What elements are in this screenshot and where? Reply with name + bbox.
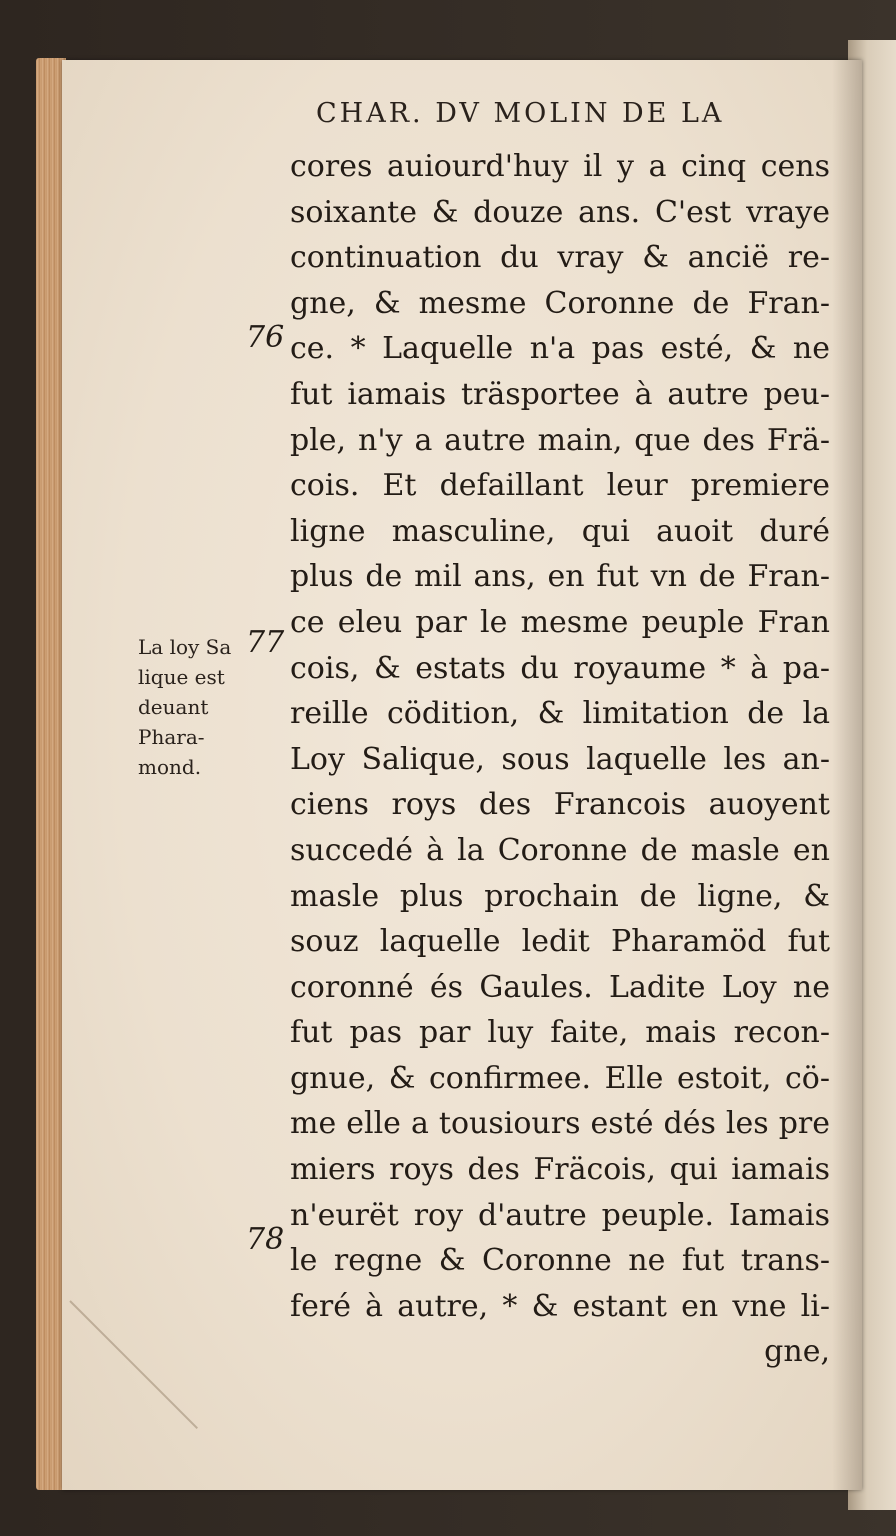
text-line: soixante & douze ans. C'est vraye	[290, 194, 830, 230]
text-line: ple, n'y a autre main, que des Frä-	[290, 422, 830, 458]
text-line: cois. Et defaillant leur premiere	[290, 468, 830, 504]
text-line: me elle a tousiours esté dés les pre	[290, 1106, 830, 1142]
line-number-78: 78	[246, 1222, 285, 1257]
text-line: ciens roys des Francois auoyent	[290, 787, 830, 823]
line-number-76: 76	[246, 320, 285, 355]
text-line: miers roys des Fräcois, qui iamais	[290, 1152, 830, 1188]
text-line: ce. * Laquelle n'a pas esté, & ne	[290, 331, 830, 367]
gutter-shadow	[832, 60, 862, 1490]
text-line: cois, & estats du royaume * à pa-	[290, 650, 830, 686]
text-line: ce eleu par le mesme peuple Fran	[290, 604, 830, 640]
text-line: fut iamais träsportee à autre peu-	[290, 376, 830, 412]
text-line: feré à autre, * & estant en vne li-	[290, 1288, 830, 1324]
text-line: le regne & Coronne ne fut trans-	[290, 1243, 830, 1279]
text-line: succedé à la Coronne de masle en	[290, 832, 830, 868]
catchword: gne,	[764, 1334, 830, 1370]
running-head: CHAR. DV MOLIN DE LA	[316, 98, 725, 129]
text-line: gne, & mesme Coronne de Fran-	[290, 285, 830, 321]
text-line: masle plus prochain de ligne, &	[290, 878, 830, 914]
text-line: coronné és Gaules. Ladite Loy ne	[290, 969, 830, 1005]
margin-note	[138, 632, 248, 782]
text-line: souz laquelle ledit Pharamöd fut	[290, 924, 830, 960]
margin-note-line: lique est	[138, 665, 225, 689]
line-number-77: 77	[246, 625, 285, 660]
text-line: Loy Salique, sous laquelle les an-	[290, 741, 830, 777]
body-text	[290, 144, 830, 1375]
text-line: reille cödition, & limitation de la	[290, 696, 830, 732]
text-line: continuation du vray & ancië re-	[290, 240, 830, 276]
text-line: fut pas par luy faite, mais recon-	[290, 1015, 830, 1051]
text-line: n'eurët roy d'autre peuple. Iamais	[290, 1197, 830, 1233]
text-line: plus de mil ans, en fut vn de Fran-	[290, 559, 830, 595]
margin-note-line: La loy Sa	[138, 635, 232, 659]
text-line: ligne masculine, qui auoit duré	[290, 513, 830, 549]
margin-note-line: Phara-	[138, 725, 205, 749]
margin-note-line: mond.	[138, 755, 202, 779]
text-line: gnue, & confirmee. Elle estoit, cö-	[290, 1060, 830, 1096]
text-line: cores auiourd'huy il y a cinq cens	[290, 149, 830, 184]
margin-note-line: deuant	[138, 695, 209, 719]
